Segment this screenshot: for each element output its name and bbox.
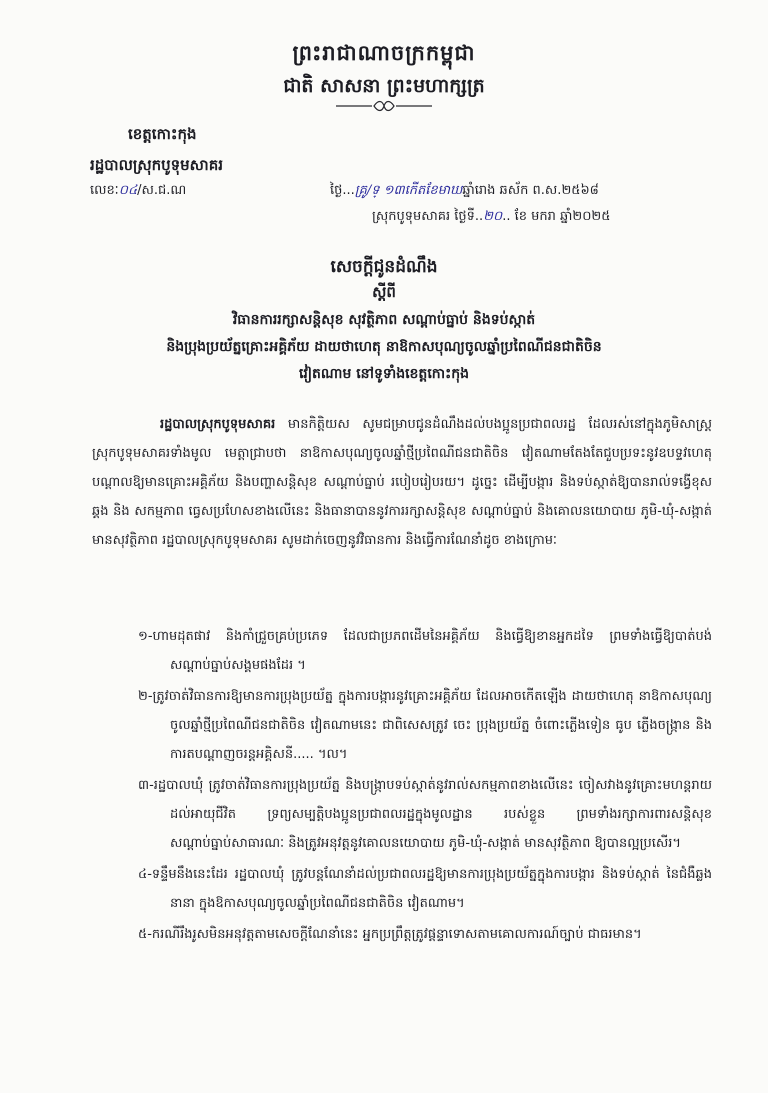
kingdom-heading: ព្រះរាជាណាចក្រកម្ពុជា xyxy=(292,41,476,65)
notice-subject-line-1: វិធានការរក្សាសន្តិសុខ សុវត្ថិភាព សណ្តាប់ធ្នាប់ និងទប់ស្កាត់ xyxy=(232,312,536,328)
instruction-item-2: ២-ត្រូវចាត់វិធានការឱ្យមានការប្រុងប្រយ័ត្ន ក្នុងការបង្ការនូវគ្រោះអគ្គិភ័យ ដែលអាចកើតឡើង ដាយថាហេតុ នាឱកាសបុណ្យចូលឆ្នាំថ្មីប្រពៃណីជនជាតិចិន វៀតណាមនេះ ជាពិសេសត្រូវ ចេះ ប្រុងប្រយ័ត្ន ចំពោះភ្លើងទៀន ធូប ភ្លើងចង្ក្រាន និងការតបណ្តាញចរន្តអគ្គិសនី..... ។ល។ xyxy=(138,689,712,762)
list-item xyxy=(138,860,712,918)
district-administration: រដ្ឋបាលស្រុកបូទុមសាគរ xyxy=(90,156,224,174)
lunar-date-handwritten: គ្រូ/ទ្ ១៣កើតខែមាឃ xyxy=(354,183,463,198)
solar-date xyxy=(372,208,610,227)
body-text: មានកិត្តិយស សូមជម្រាបជូនដំណឹងដល់បងប្អូនប្រជាពលរដ្ឋ ដែលរស់នៅក្នុងភូមិសាស្ត្រស្រុកបូទុមសាគរទាំងមូល មេត្តាជ្រាបថា នាឱកាសបុណ្យចូលឆ្នាំថ្មីប្រពៃណីជនជាតិចិន វៀតណាមតែងតែជួបប្រទះនូវឧបទ្ទវហេតុបណ្តាលឱ្យមានគ្រោះអគ្គិភ័យ និងបញ្ហាសន្តិសុខ សណ្តាប់ធ្នាប់ របៀបរៀបរយ។ ដូច្នេះ ដើម្បីបង្ការ និងទប់ស្កាត់ឱ្យបានរាល់ទង្វើខុសឆ្គង និង សកម្មភាព ធ្វេសប្រហែសខាងលើនេះ និងធានាបាននូវការរក្សាសន្តិសុខ សណ្តាប់ធ្នាប់ និងគោលនយោបាយ ភូមិ-ឃុំ-សង្កាត់ មានសុវត្ថិភាព រដ្ឋបាលស្រុកបូទុមសាគរ សូមដាក់ចេញនូវវិធានការ និងធ្វើការណែនាំដូច ខាងក្រោមៈ xyxy=(92,417,712,548)
lunar-date-prefix: ថ្ងៃ... xyxy=(330,183,355,198)
instruction-item-3: ៣-រដ្ឋបាលឃុំ ត្រូវចាត់វិធានការប្រុងប្រយ័ត្ន និងបង្ក្រាបទប់ស្កាត់នូវរាល់សកម្មភាពខាងលើនេះ ចៀសវាងនូវគ្រោះមហន្តរាយដល់អាយុជីវិត ទ្រព្យសម្បត្តិបងប្អូនប្រជាពលរដ្ឋក្នុងមូលដ្ឋាន របស់ខ្លួន ព្រមទាំងរក្សាការពារសន្តិសុខសណ្តាប់ធ្នាប់សាធារណៈ និងត្រូវអនុវត្តនូវគោលនយោបាយ ភូមិ-ឃុំ-សង្កាត់ មានសុវត្ថិភាព ឱ្យបានល្អប្រសើរ។ xyxy=(138,778,712,851)
list-item xyxy=(138,682,712,769)
solar-date-suffix: .. ខែ មករា ឆ្នាំ២០២៥ xyxy=(502,209,611,224)
body-lead: រដ្ឋបាលស្រុកបូទុមសាគរ xyxy=(160,417,276,432)
solar-date-day: ២០ xyxy=(483,209,503,224)
instruction-list xyxy=(138,622,712,951)
instruction-item-4: ៤-ទន្ទឹមនឹងនេះដែរ រដ្ឋបាលឃុំ ត្រូវបន្តណែនាំដល់ប្រជាពលរដ្ឋឱ្យមានការប្រុងប្រយ័ត្នក្នុងការបង្ការ និងទប់ស្កាត់ នៃជំងឺឆ្លងនានា ក្នុងឱកាសបុណ្យចូលឆ្នាំប្រពៃណីជនជាតិចិន វៀតណាម។ xyxy=(138,867,712,911)
reference-suffix: /ស.ជ.ណ xyxy=(137,183,187,198)
notice-subject-line-2: និងប្រុងប្រយ័ត្នគ្រោះអគ្គិភ័យ ដាយថាហេតុ នាឱកាសបុណ្យចូលឆ្នាំប្រពៃណីជនជាតិចិន xyxy=(166,339,602,355)
list-item xyxy=(138,771,712,858)
list-item xyxy=(138,920,712,949)
reference-number xyxy=(90,182,186,201)
notice-title: សេចក្តីជូនដំណឹង xyxy=(330,257,438,277)
province-name: ខេត្តកោះកុង xyxy=(128,125,197,143)
lunar-date-suffix: ឆ្នាំរោង ឆស័ក ព.ស.២៥៦៨ xyxy=(462,183,599,198)
instruction-item-1: ១-ហាមដុតផាវ និងកាំជ្រួចគ្រប់ប្រភេទ ដែលជាប្រភពដើមនៃអគ្គិភ័យ និងធ្វើឱ្យខានអ្នកដទៃ ព្រមទាំងធ្វើឱ្យបាត់បង់សណ្តាប់ធ្នាប់សង្គមផងដែរ ។ xyxy=(138,629,712,673)
notice-subject-line-3: វៀតណាម នៅទូទាំងខេត្តកោះកុង xyxy=(298,366,470,382)
list-item xyxy=(138,622,712,680)
reference-handwritten: ០៤ xyxy=(118,183,138,198)
lunar-date xyxy=(330,182,599,201)
national-motto: ជាតិ សាសនា ព្រះមហាក្សត្រ xyxy=(283,75,485,97)
body-paragraph xyxy=(92,410,712,555)
notice-body xyxy=(92,410,712,555)
reference-label: លេខៈ xyxy=(90,183,119,198)
ornament-divider xyxy=(334,100,434,112)
notice-regarding: ស្តីពី xyxy=(372,283,396,301)
instruction-item-5: ៥-ករណីរឹងរូសមិនអនុវត្តតាមសេចក្តីណែនាំនេះ អ្នកប្រព្រឹត្តត្រូវផ្តន្ទាទោសតាមគោលការណ៍ច្បាប់ ជាធរមាន។ xyxy=(138,927,642,942)
solar-date-prefix: ស្រុកបូទុមសាគរ ថ្ងៃទី.. xyxy=(372,209,484,224)
